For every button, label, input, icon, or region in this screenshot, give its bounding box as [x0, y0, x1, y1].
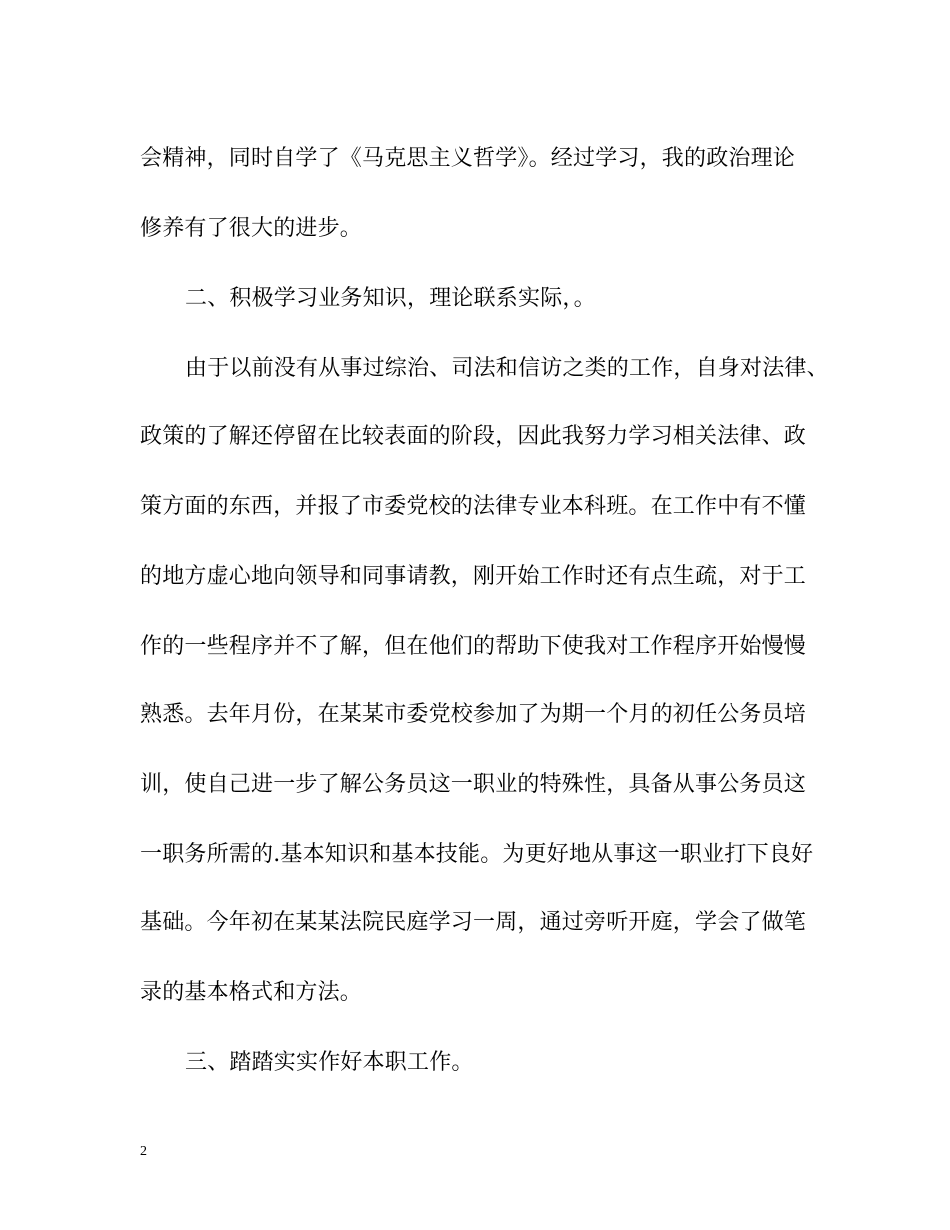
text-line-5: 政策的了解还停留在比较表面的阶段，因此我努力学习相关法律、政: [140, 424, 807, 449]
section-heading-2: 二、积极学习业务知识，理论联系实际，。: [185, 286, 596, 311]
section-heading-3: 三、踏踏实实作好本职工作。: [185, 1050, 474, 1075]
text-line-7: 的地方虚心地向领导和同事请教，刚开始工作时还有点生疏，对于工: [140, 564, 807, 589]
text-line-8: 作的一些程序并不了解，但在他们的帮助下使我对工作程序开始慢慢: [140, 634, 807, 659]
text-line-12: 基础。今年初在某某法院民庭学习一周，通过旁听开庭，学会了做笔: [140, 910, 807, 935]
text-line-2: 修养有了很大的进步。: [140, 216, 363, 241]
text-line-9: 熟悉。去年月份，在某某市委党校参加了为期一个月的初任公务员培: [140, 702, 807, 727]
text-line-10: 训，使自己进一步了解公务员这一职业的特殊性，具备从事公务员这: [140, 772, 807, 797]
text-line-11: 一职务所需的.基本知识和基本技能。为更好地从事这一职业打下良好: [140, 842, 814, 867]
text-line-4: 由于以前没有从事过综治、司法和信访之类的工作，自身对法律、: [185, 356, 829, 381]
page-number: 2: [140, 1144, 147, 1159]
text-line-1: 会精神，同时自学了《马克思主义哲学》。经过学习，我的政治理论: [140, 146, 796, 171]
text-line-6: 策方面的东西，并报了市委党校的法律专业本科班。在工作中有不懂: [140, 494, 807, 519]
text-line-13: 录的基本格式和方法。: [140, 980, 363, 1005]
